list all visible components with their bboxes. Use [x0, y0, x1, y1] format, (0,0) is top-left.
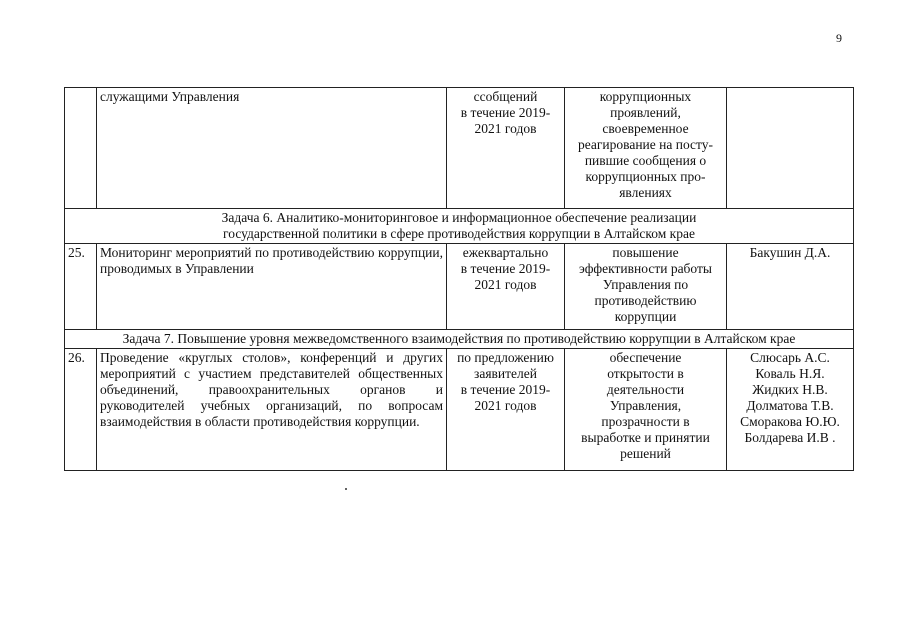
measure-cell: Проведение «круглых столов», конференций и других мероприятий с участием представителей общественных объединений, правоохранительных органов и руководителей учебных организаций, по вопросам взаимодействия в области противодействия коррупции.: [97, 349, 447, 471]
deadline-cell: ежеквартально в течение 2019- 2021 годов: [447, 244, 565, 330]
row-number: 26.: [65, 349, 97, 471]
responsible-cell: Бакушин Д.А.: [727, 244, 854, 330]
task-heading: Задача 7. Повышение уровня межведомственного взаимодействия по противодействию коррупции в Алтайском крае: [65, 330, 854, 349]
page-number: 9: [836, 31, 842, 45]
result-cell: обеспечение открытости в деятельности Управления, прозрачности в выработке и принятии решений: [565, 349, 727, 471]
task-row: [65, 330, 854, 349]
stray-dot: [345, 488, 347, 490]
result-cell: коррупционных проявлений, своевременное реагирование на посту- пившие сообщения о коррупционных про- явлениях: [565, 88, 727, 209]
table-row: [65, 244, 854, 330]
task-heading: Задача 6. Аналитико-мониторинговое и информационное обеспечение реализации государственной политики в сфере противодействия коррупции в Алтайском крае: [65, 209, 854, 244]
table-row: [65, 349, 854, 471]
row-number: 25.: [65, 244, 97, 330]
deadline-cell: по предложению заявителей в течение 2019- 2021 годов: [447, 349, 565, 471]
responsible-cell: [727, 88, 854, 209]
deadline-cell: ссобщений в течение 2019- 2021 годов: [447, 88, 565, 209]
responsible-cell: Слюсарь А.С. Коваль Н.Я. Жидких Н.В. Долматова Т.В. Сморакова Ю.Ю. Болдарева И.В .: [727, 349, 854, 471]
measure-cell: служащими Управления: [97, 88, 447, 209]
row-number: [65, 88, 97, 209]
measures-table: [64, 87, 854, 471]
measure-cell: Мониторинг мероприятий по противодействию коррупции, проводимых в Управлении: [97, 244, 447, 330]
result-cell: повышение эффективности работы Управления по противодействию коррупции: [565, 244, 727, 330]
task-row: [65, 209, 854, 244]
table-row: [65, 88, 854, 209]
